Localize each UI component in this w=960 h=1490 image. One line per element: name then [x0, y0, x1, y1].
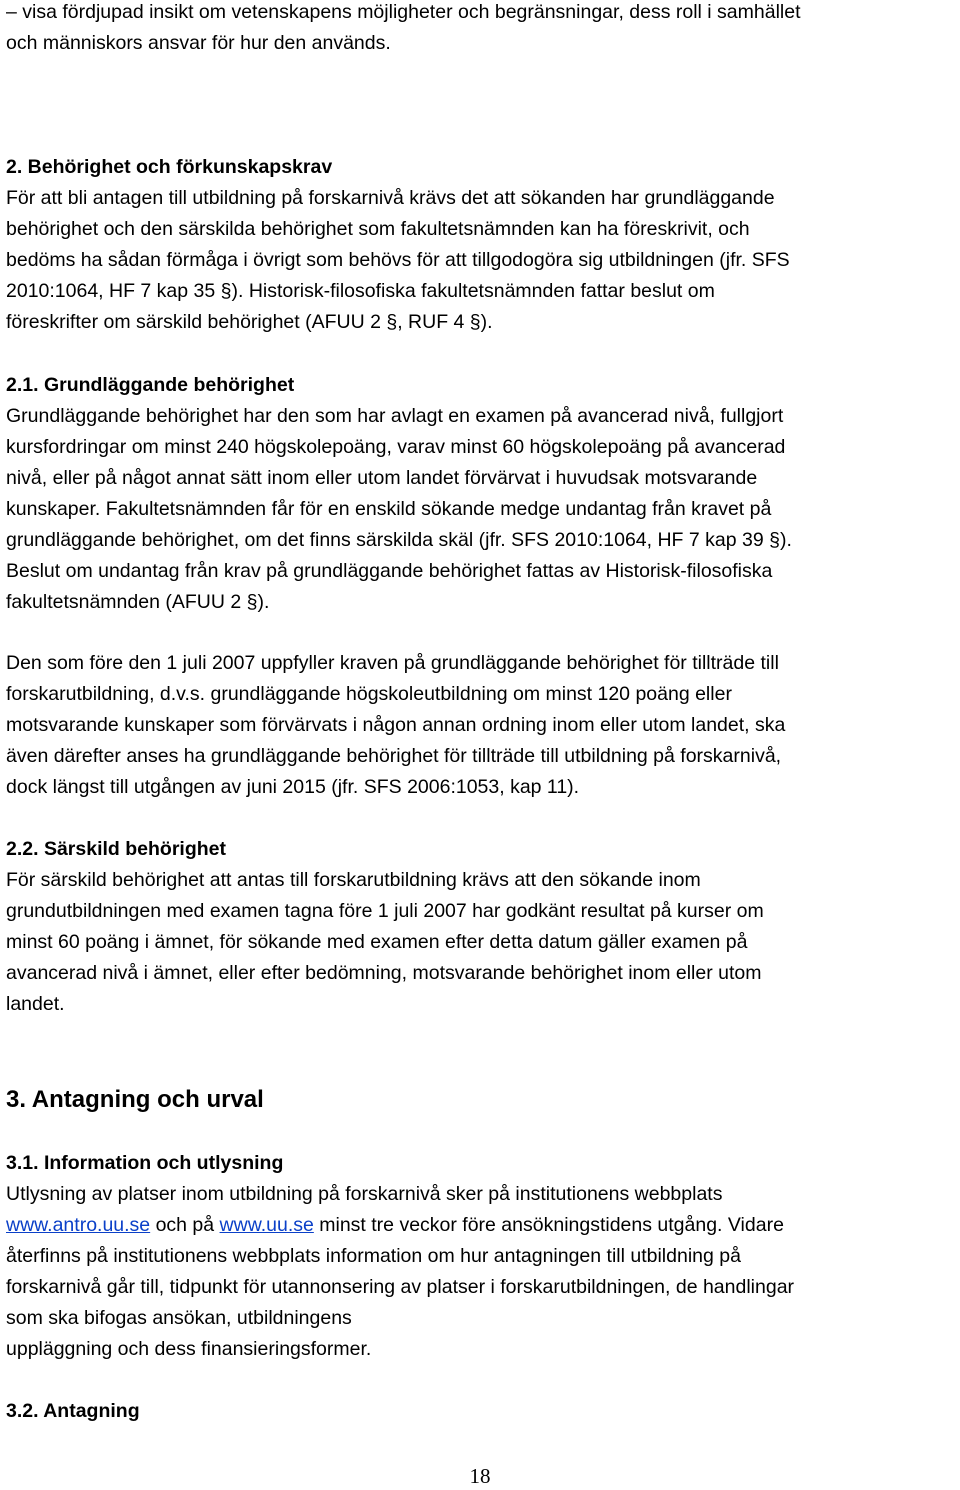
text-line: återfinns på institutionens webbplats information om hur antagningen till utbildning på: [6, 1245, 741, 1267]
text-line: Grundläggande behörighet har den som har avlagt en examen på avancerad nivå, fullgjort: [6, 405, 784, 427]
text-line: dock längst till utgången av juni 2015 (jfr. SFS 2006:1053, kap 11).: [6, 776, 580, 798]
text-line: behörighet och den särskilda behörighet som fakultetsnämnden kan ha föreskrivit, och: [6, 218, 750, 240]
text-line: För att bli antagen till utbildning på forskarnivå krävs det att sökanden har grundläggande: [6, 187, 775, 209]
text-line: kursfordringar om minst 240 högskolepoäng, varav minst 60 högskolepoäng på avancerad: [6, 436, 786, 458]
text-line: forskarutbildning, d.v.s. grundläggande högskoleutbildning om minst 120 poäng eller: [6, 683, 732, 705]
text-line: och människors ansvar för hur den används.: [6, 32, 391, 54]
section-3-1: [6, 1148, 794, 1365]
text-fragment: och på: [150, 1214, 220, 1236]
text-line-with-links: [6, 1210, 794, 1241]
chapter-heading: 3. Antagning och urval: [6, 1086, 264, 1113]
section-2: [6, 152, 790, 338]
text-line: – visa fördjupad insikt om vetenskapens möjligheter och begränsningar, dess roll i samhället: [6, 1, 801, 23]
section-heading: 3.1. Information och utlysning: [6, 1152, 284, 1174]
text-line: fakultetsnämnden (AFUU 2 §).: [6, 591, 270, 613]
section-heading: 3.2. Antagning: [6, 1400, 140, 1422]
text-line: föreskrifter om särskild behörighet (AFUU 2 §, RUF 4 §).: [6, 311, 493, 333]
text-line: Utlysning av platser inom utbildning på forskarnivå sker på institutionens webbplats: [6, 1183, 723, 1205]
text-line: motsvarande kunskaper som förvärvats i någon annan ordning inom eller utom landet, ska: [6, 714, 786, 736]
text-line: nivå, eller på något annat sätt inom eller utom landet förvärvat i huvudsak motsvarande: [6, 467, 758, 489]
text-line: minst 60 poäng i ämnet, för sökande med examen efter detta datum gäller examen på: [6, 931, 748, 953]
text-line: avancerad nivå i ämnet, eller efter bedömning, motsvarande behörighet inom eller utom: [6, 962, 762, 984]
intro-list-item: [6, 0, 801, 59]
text-line: forskarnivå går till, tidpunkt för utannonsering av platser i forskarutbildningen, de handlingar: [6, 1276, 795, 1298]
text-line: grundutbildningen med examen tagna före 1 juli 2007 har godkänt resultat på kurser om: [6, 900, 764, 922]
section-heading: 2.1. Grundläggande behörighet: [6, 374, 295, 396]
page-number: 18: [469, 1464, 491, 1488]
text-line: Den som före den 1 juli 2007 uppfyller kraven på grundläggande behörighet för tillträde till: [6, 652, 779, 674]
text-fragment: minst tre veckor före ansökningstidens utgång. Vidare: [313, 1214, 784, 1236]
text-line: även därefter anses ha grundläggande behörighet för tillträde till utbildning på forskarnivå,: [6, 745, 782, 767]
text-line: uppläggning och dess finansieringsformer.: [6, 1338, 372, 1360]
text-line: som ska bifogas ansökan, utbildningens: [6, 1307, 352, 1329]
text-line: bedöms ha sådan förmåga i övrigt som behövs för att tillgodogöra sig utbildningen (jfr. SFS: [6, 249, 790, 271]
text-line: kunskaper. Fakultetsnämnden får för en enskild sökande medge undantag från kravet på: [6, 498, 772, 520]
section-heading: 2. Behörighet och förkunskapskrav: [6, 156, 333, 178]
text-line: Beslut om undantag från krav på grundläggande behörighet fattas av Historisk-filosofiska: [6, 560, 773, 582]
section-heading: 2.2. Särskild behörighet: [6, 838, 226, 860]
text-line: grundläggande behörighet, om det finns särskilda skäl (jfr. SFS 2010:1064, HF 7 kap 39 §).: [6, 529, 792, 551]
section-2-2: [6, 834, 764, 1020]
text-line: 2010:1064, HF 7 kap 35 §). Historisk-filosofiska fakultetsnämnden fattar beslut om: [6, 280, 715, 302]
section-2-1: [6, 370, 792, 618]
uu-website-link[interactable]: www.uu.se: [219, 1214, 314, 1236]
text-line: landet.: [6, 993, 65, 1015]
text-line: För särskild behörighet att antas till forskarutbildning krävs att den sökande inom: [6, 869, 701, 891]
antro-website-link[interactable]: www.antro.uu.se: [6, 1214, 151, 1236]
section-2-1-paragraph-2: [6, 648, 785, 803]
